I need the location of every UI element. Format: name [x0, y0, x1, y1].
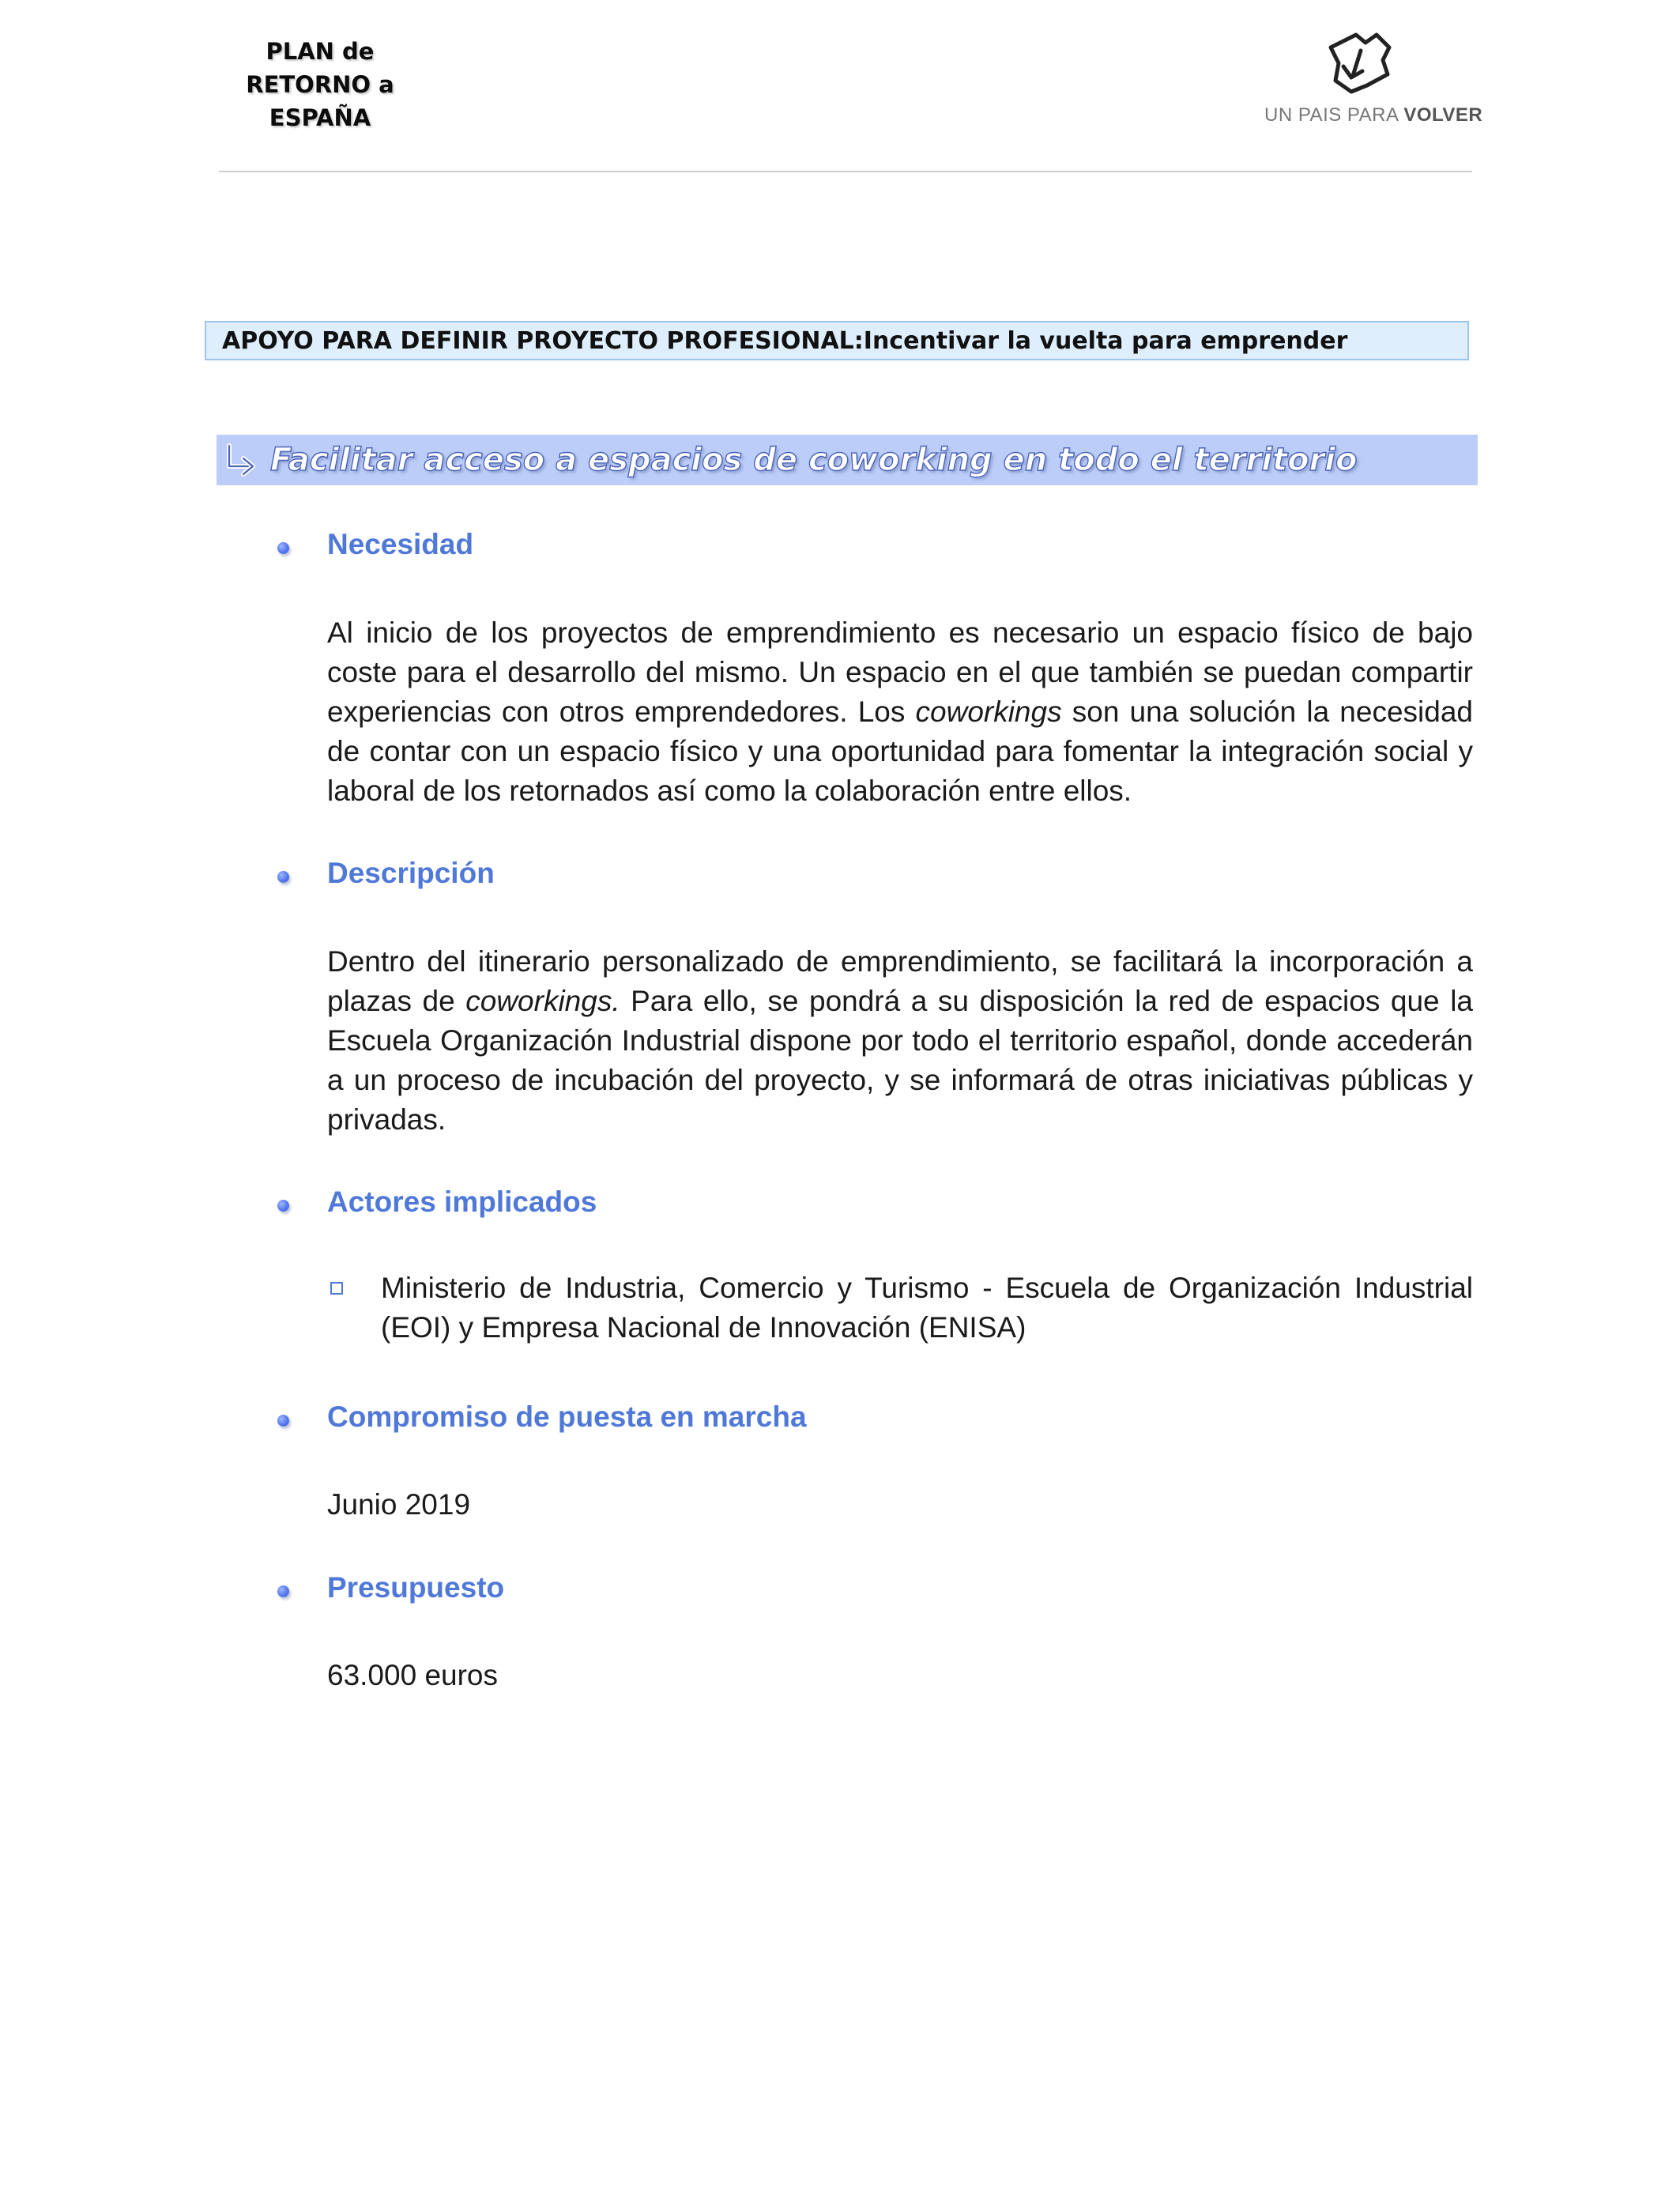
section-title-rest: Incentivar la vuelta para emprender [863, 326, 1348, 355]
text-segment: Dentro del itinerario personalizado de emprendimiento, se facilitará la incorporación a plazas de [327, 945, 1473, 1017]
bullet-icon [277, 542, 289, 554]
text-segment: son una solución la necesidad de contar con un espacio físico y una oportunidad para fomentar la integración social y laboral de los retornados así como la colaboración entre ellos. [327, 696, 1473, 807]
header-divider [219, 171, 1472, 172]
item-label-descripcion: Descripción [327, 857, 495, 889]
item-subtext-actores: Ministerio de Industria, Comercio y Turismo - Escuela de Organización Industrial (EOI) y Empresa Nacional de Innovación (ENISA) [381, 1272, 1473, 1344]
item-text-necesidad [327, 613, 1473, 811]
item-text-presupuesto: 63.000 euros [327, 1659, 499, 1691]
plan-title-line-1: PLAN de [266, 38, 375, 65]
checkbox-square-icon [330, 1282, 343, 1295]
measure-title: Facilitar acceso a espacios de coworking en todo el territorio [270, 442, 1358, 478]
text-segment: Al inicio de los proyectos de emprendimiento es necesario un espacio físico de bajo coste para el desarrollo del mismo. Un espacio en el que también se puedan compartir experiencias con otros emprendedores. Los [327, 616, 1473, 728]
text-segment: Para ello, se pondrá a su disposición la red de espacios que la Escuela Organización Industrial dispone por todo el territorio español, donde accederán a un proceso de incubación del proyecto, y se informará de otras iniciativas públicas y privadas. [327, 985, 1473, 1136]
text-segment-italic: coworkings. [465, 985, 620, 1017]
bullet-icon [277, 1585, 289, 1597]
measure-heading-bar [217, 435, 1478, 485]
plan-title-line-3: ESPAÑA [269, 104, 371, 131]
logo-text-bold: VOLVER [1403, 104, 1483, 126]
item-label-necesidad: Necesidad [327, 528, 474, 560]
bullet-icon [277, 1200, 289, 1212]
bullet-icon [277, 1415, 289, 1427]
logo-text-light: UN PAIS PARA [1264, 104, 1404, 126]
item-text-compromiso: Junio 2019 [327, 1488, 471, 1521]
logo-text [1264, 104, 1483, 126]
section-banner [205, 321, 1469, 360]
item-label-compromiso: Compromiso de puesta en marcha [327, 1400, 807, 1433]
item-text-descripcion [327, 942, 1473, 1140]
item-label-presupuesto: Presupuesto [327, 1571, 505, 1604]
bullet-icon [277, 871, 289, 883]
item-label-actores: Actores implicados [327, 1186, 597, 1218]
section-title-bold: APOYO PARA DEFINIR PROYECTO PROFESIONAL: [222, 326, 864, 355]
arrow-right-icon [224, 443, 261, 477]
text-segment-italic: coworkings [915, 696, 1062, 728]
map-arrow-icon [1320, 28, 1395, 100]
plan-title-line-2: RETORNO a [246, 71, 394, 98]
plan-title [237, 35, 403, 134]
